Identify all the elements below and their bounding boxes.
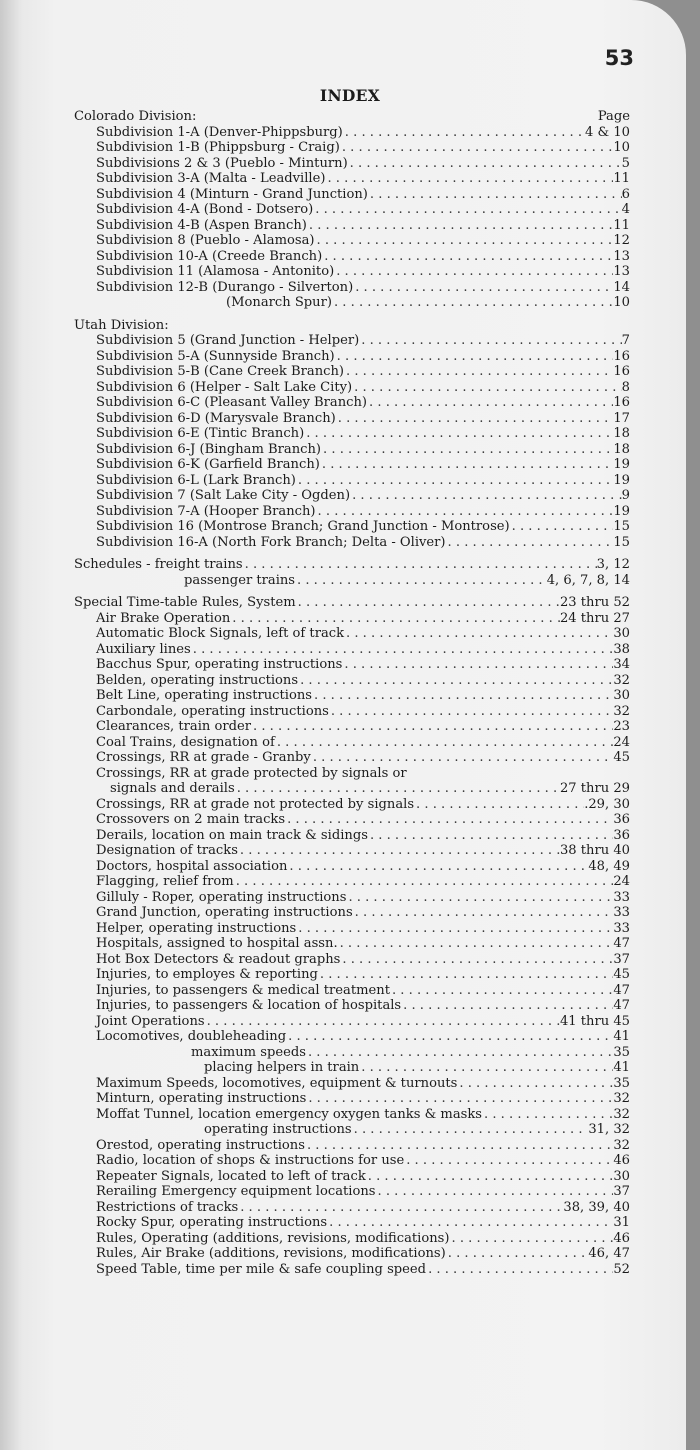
entry-text: Subdivision 6-D (Marysvale Branch)	[96, 410, 336, 426]
index-entry	[74, 673, 630, 689]
entry-page: 45	[613, 750, 630, 765]
dot-leader	[346, 890, 613, 906]
entry-text: Subdivision 6-K (Garfield Branch)	[96, 457, 320, 472]
entry-text: Subdivision 6-E (Tintic Branch)	[96, 426, 305, 441]
entry-text: Rerailing Emergency equipment locations	[96, 1184, 376, 1199]
entry-page: 41	[613, 1060, 630, 1075]
entry-text: Special Time-table Rules, System	[74, 595, 296, 610]
entry-text: Air Brake Operation	[96, 610, 231, 626]
dot-leader	[343, 125, 585, 141]
dot-leader	[313, 202, 621, 218]
index-entry	[74, 998, 630, 1014]
entry-text: Injuries, to passengers & medical treatment	[96, 982, 390, 998]
entry-page: 3, 12	[596, 557, 630, 572]
index-title: INDEX	[319, 86, 381, 105]
entry-page: 38 thru 40	[559, 843, 630, 858]
entry-text: Repeater Signals, located to left of track	[96, 1168, 366, 1184]
dot-leader	[243, 557, 597, 573]
index-entry	[74, 611, 630, 627]
dot-leader	[322, 249, 613, 265]
dot-leader	[390, 983, 613, 999]
entry-text: Subdivision 4-A (Bond - Dotsero)	[96, 202, 314, 217]
entry-page: 46, 47	[588, 1246, 630, 1261]
entry-text: Crossings, RR at grade protected by signals or	[96, 765, 407, 781]
entry-page: 13	[613, 248, 630, 264]
index-entry	[74, 295, 630, 311]
entry-page: 18	[613, 426, 630, 441]
index-entry	[74, 1060, 630, 1076]
dot-leader	[368, 187, 622, 203]
index-entry	[74, 921, 630, 937]
entry-page: 31	[613, 1215, 630, 1230]
entry-text: Rocky Spur, operating instructions	[96, 1215, 328, 1230]
index-entry	[74, 457, 630, 473]
dot-leader	[359, 1060, 613, 1076]
dot-leader	[344, 364, 613, 380]
dot-leader	[366, 1169, 614, 1185]
dot-leader	[446, 535, 614, 551]
entry-page: 23 thru 52	[559, 595, 630, 610]
dot-leader	[307, 218, 613, 234]
entry-page: 10	[613, 140, 630, 155]
entry-page: 24	[613, 734, 630, 750]
dot-leader	[287, 859, 588, 875]
index-entry	[74, 967, 630, 983]
dot-leader	[306, 1091, 613, 1107]
index-entry	[74, 1231, 630, 1247]
entry-page: 7	[621, 333, 630, 348]
entry-text: Subdivision 5 (Grand Junction - Helper)	[96, 333, 360, 348]
entry-text: Subdivision 7 (Salt Lake City - Ogden)	[96, 488, 351, 503]
index-entry	[74, 140, 630, 156]
dot-leader	[359, 333, 621, 349]
index-entry	[74, 573, 630, 589]
entry-page: 30	[613, 688, 630, 703]
dot-leader	[306, 1045, 613, 1061]
dot-leader	[238, 843, 560, 859]
entry-text: Subdivision 5-A (Sunnyside Branch)	[96, 348, 335, 364]
index-section-utah	[74, 318, 630, 551]
dot-leader	[368, 828, 613, 844]
entry-page: 47	[613, 998, 630, 1013]
entry-page: 17	[613, 410, 630, 426]
entry-page: 30	[613, 1168, 630, 1184]
dot-leader	[450, 1231, 614, 1247]
index-entry	[74, 280, 630, 296]
entry-page: .29, 30	[584, 796, 630, 812]
entry-text: Subdivision 4 (Minturn - Grand Junction)	[96, 186, 368, 202]
index-entry	[74, 905, 630, 921]
dot-leader	[340, 140, 613, 156]
index-entry	[74, 519, 630, 535]
dot-leader	[191, 642, 614, 658]
dot-leader	[367, 395, 613, 411]
index-entry	[74, 688, 630, 704]
entry-text: Orestod, operating instructions	[96, 1137, 305, 1153]
index-entry	[74, 1262, 630, 1278]
index-entry	[74, 750, 630, 766]
entry-text: Subdivision 7-A (Hooper Branch)	[96, 503, 316, 519]
entry-text: Maximum Speeds, locomotives, equipment & turnouts	[96, 1075, 458, 1091]
dot-leader	[336, 411, 614, 427]
entry-text: Minturn, operating instructions	[96, 1091, 307, 1106]
entry-text: Injuries, to passengers & location of hospitals	[96, 998, 402, 1013]
dot-leader	[305, 1138, 613, 1154]
entry-page: 27 thru 29	[559, 781, 630, 796]
entry-page: 32	[613, 672, 630, 688]
entry-page: 15	[613, 534, 630, 550]
index-entry	[74, 125, 630, 141]
entry-page: 13	[613, 264, 630, 279]
entry-text: Rules, Operating (additions, revisions, modifications)	[96, 1230, 450, 1246]
entry-page: 11	[613, 217, 630, 233]
entry-text: Crossings, RR at grade not protected by signals	[96, 796, 415, 812]
entry-text: Subdivision 1-A (Denver-Phippsburg)	[96, 124, 343, 140]
entry-page: 37	[613, 1184, 630, 1199]
entry-page: 5	[621, 155, 630, 171]
dot-leader	[298, 673, 613, 689]
dot-leader	[286, 1029, 613, 1045]
dot-leader	[321, 442, 613, 458]
entry-text: Hot Box Detectors & readout graphs	[96, 951, 341, 967]
index-entry	[74, 843, 630, 859]
entry-text: Subdivision 8 (Pueblo - Alamosa)	[96, 233, 315, 248]
entry-text: Subdivision 11 (Alamosa - Antonito)	[96, 264, 335, 279]
index-entry	[74, 1184, 630, 1200]
index-entry	[74, 642, 630, 658]
dot-leader	[285, 812, 613, 828]
entry-page: 47	[613, 982, 630, 998]
section-heading-row	[74, 109, 630, 125]
entry-text: passenger trains	[184, 572, 296, 588]
entry-text: Subdivision 3-A (Malta - Leadville)	[96, 171, 326, 186]
index-section-special-rules	[74, 595, 630, 1277]
entry-text: operating instructions	[204, 1122, 352, 1137]
index-entry	[74, 983, 630, 999]
index-entry	[74, 187, 630, 203]
dot-leader	[353, 905, 614, 921]
index-entry	[74, 704, 630, 720]
entry-text: Belt Line, operating instructions	[96, 688, 312, 703]
dot-leader	[482, 1107, 613, 1123]
entry-text: Hospitals, assigned to hospital assn.	[96, 936, 338, 951]
dot-leader	[446, 1246, 589, 1262]
index-entry	[74, 766, 630, 782]
entry-text: Subdivision 1-B (Phippsburg - Craig)	[96, 140, 340, 155]
entry-page: 38, 39, 40	[563, 1199, 630, 1215]
index-entry	[74, 411, 630, 427]
index-entry	[74, 1138, 630, 1154]
entry-page: 23	[613, 719, 630, 734]
dot-leader	[352, 1122, 589, 1138]
dot-leader	[510, 519, 614, 535]
index-entry	[74, 874, 630, 890]
dot-leader	[304, 426, 613, 442]
index-entry	[74, 156, 630, 172]
dot-leader	[376, 1184, 614, 1200]
entry-page: 35	[613, 1075, 630, 1091]
entry-page: 41 thru 45	[559, 1013, 630, 1029]
index-entry	[74, 426, 630, 442]
entry-page: 14	[613, 279, 630, 295]
entry-text: Speed Table, time per mile & safe coupling speed	[96, 1261, 427, 1277]
entry-page: 32	[613, 1106, 630, 1122]
index-entry	[74, 1122, 630, 1138]
dot-leader	[251, 719, 613, 735]
index-entry	[74, 557, 630, 573]
entry-page: 30	[613, 626, 630, 641]
entry-text: Subdivision 6-J (Bingham Branch)	[96, 441, 322, 457]
entry-text: Designation of tracks	[96, 843, 238, 858]
entry-text: Subdivision 6 (Helper - Salt Lake City)	[96, 379, 353, 395]
index-entry	[74, 595, 630, 611]
dot-leader	[325, 171, 613, 187]
entry-text: Auxiliary lines	[96, 641, 191, 657]
entry-text: Rules, Air Brake (additions, revisions, modifications)	[96, 1246, 446, 1261]
dot-leader	[296, 921, 613, 937]
dot-leader	[344, 626, 613, 642]
entry-page: 15	[613, 519, 630, 534]
entry-page: 16	[613, 364, 630, 379]
entry-page: 16	[613, 395, 630, 410]
dot-leader	[401, 998, 613, 1014]
index-entry	[74, 1076, 630, 1092]
index-entry	[74, 890, 630, 906]
entry-text: Crossovers on 2 main tracks	[96, 812, 286, 827]
index-entry	[74, 171, 630, 187]
index-entry	[74, 333, 630, 349]
index-entry	[74, 735, 630, 751]
entry-page: 9	[621, 488, 630, 503]
index-entry	[74, 859, 630, 875]
entry-page: 19	[613, 503, 630, 519]
entry-text: placing helpers in train	[204, 1060, 360, 1075]
entry-page: 47	[613, 936, 630, 951]
dot-leader	[235, 781, 560, 797]
entry-page: 34	[613, 657, 630, 672]
dot-leader	[311, 750, 614, 766]
entry-page: 38	[613, 641, 630, 657]
index-entry	[74, 1246, 630, 1262]
entry-page: 33	[613, 889, 630, 905]
dot-leader	[348, 156, 622, 172]
entry-text: Locomotives, doubleheading	[96, 1029, 287, 1044]
entry-page: 12	[613, 233, 630, 248]
entry-page: 46	[613, 1230, 630, 1246]
dot-leader	[296, 473, 613, 489]
dot-leader	[353, 280, 613, 296]
entry-page: 32	[613, 1137, 630, 1153]
index-entry	[74, 473, 630, 489]
index-entry	[74, 264, 630, 280]
dot-leader	[338, 936, 614, 952]
index-entry	[74, 719, 630, 735]
index-entry	[74, 1029, 630, 1045]
entry-text: Subdivision 12-B (Durango - Silverton)	[96, 279, 354, 295]
dot-leader	[230, 611, 560, 627]
entry-text: Helper, operating instructions	[96, 920, 297, 936]
entry-page: 8	[621, 379, 630, 395]
entry-page: 33	[613, 905, 630, 920]
index-entry	[74, 936, 630, 952]
dot-leader	[350, 488, 622, 504]
index-content	[74, 109, 630, 1277]
dot-leader	[312, 688, 613, 704]
entry-page: 6	[621, 186, 630, 202]
entry-text: Grand Junction, operating instructions	[96, 905, 353, 920]
dot-leader	[316, 504, 614, 520]
index-entry	[74, 657, 630, 673]
entry-text: Carbondale, operating instructions	[96, 703, 329, 719]
entry-page: 45	[613, 967, 630, 982]
index-entry	[74, 1215, 630, 1231]
index-entry	[74, 1045, 630, 1061]
entry-text: Subdivision 5-B (Cane Creek Branch)	[96, 364, 345, 379]
entry-text: Gilluly - Roper, operating instructions	[96, 889, 347, 905]
dot-leader	[334, 264, 613, 280]
dot-leader	[340, 952, 613, 968]
index-entry	[74, 349, 630, 365]
page-column-label: Page	[597, 109, 630, 124]
index-entry	[74, 1107, 630, 1123]
section-heading: Colorado Division:	[74, 109, 197, 124]
dot-leader	[320, 457, 613, 473]
dot-leader	[329, 704, 613, 720]
index-entry	[74, 781, 630, 797]
entry-page: 36	[613, 812, 630, 827]
entry-page: 24	[613, 874, 630, 889]
index-entry	[74, 535, 630, 551]
index-entry	[74, 828, 630, 844]
dot-leader	[414, 797, 584, 813]
entry-text: Subdivision 16-A (North Fork Branch; Delta - Oliver)	[96, 534, 446, 550]
index-entry	[74, 626, 630, 642]
entry-page: 52	[613, 1261, 630, 1277]
dot-leader	[352, 380, 622, 396]
index-entry	[74, 1200, 630, 1216]
entry-page: 18	[613, 441, 630, 457]
dot-leader	[342, 657, 613, 673]
entry-text: Belden, operating instructions	[96, 672, 299, 688]
entry-page: 4	[621, 202, 630, 217]
entry-text: Subdivisions 2 & 3 (Pueblo - Minturn)	[96, 155, 348, 171]
entry-text: (Monarch Spur)	[226, 295, 332, 310]
entry-page: 32	[613, 1091, 630, 1106]
index-entry	[74, 1169, 630, 1185]
index-entry	[74, 233, 630, 249]
dot-leader	[238, 1200, 563, 1216]
entry-page: 36	[613, 827, 630, 843]
entry-page: 4 & 10	[585, 124, 630, 140]
entry-text: Schedules - freight trains	[74, 557, 243, 572]
dot-leader	[234, 874, 614, 890]
dot-leader	[295, 573, 547, 589]
entry-text: Radio, location of shops & instructions for use	[96, 1153, 405, 1168]
entry-text: Flagging, relief from	[96, 874, 234, 889]
entry-page: 31, 32	[588, 1122, 630, 1137]
dot-leader	[296, 595, 560, 611]
entry-text: Subdivision 6-L (Lark Branch)	[96, 472, 296, 488]
dot-leader	[315, 233, 614, 249]
entry-text: maximum speeds	[191, 1044, 306, 1060]
dot-leader	[404, 1153, 613, 1169]
entry-page: 37	[613, 951, 630, 967]
index-entry	[74, 812, 630, 828]
entry-text: Subdivision 4-B (Aspen Branch)	[96, 217, 307, 233]
entry-page: 41	[613, 1029, 630, 1044]
index-entry	[74, 442, 630, 458]
entry-page: 24 thru 27	[559, 610, 630, 626]
section-heading: Utah Division:	[74, 317, 169, 333]
entry-page: 19	[613, 472, 630, 488]
entry-text: Injuries, to employes & reporting	[96, 967, 318, 982]
entry-page: 10	[613, 295, 630, 310]
entry-text: Coal Trains, designation of	[96, 734, 275, 750]
dot-leader	[426, 1262, 613, 1278]
entry-page: 19	[613, 457, 630, 472]
dot-leader	[457, 1076, 613, 1092]
entry-text: Joint Operations	[96, 1013, 205, 1029]
entry-text: Automatic Block Signals, left of track	[96, 626, 345, 641]
dot-leader	[327, 1215, 613, 1231]
index-entry	[74, 395, 630, 411]
entry-text: Subdivision 6-C (Pleasant Valley Branch)	[96, 395, 368, 410]
index-entry	[74, 249, 630, 265]
index-entry	[74, 380, 630, 396]
dot-leader	[332, 295, 613, 311]
index-entry	[74, 952, 630, 968]
index-section-colorado	[74, 109, 630, 311]
index-entry	[74, 1091, 630, 1107]
entry-page: 16	[613, 348, 630, 364]
entry-text: Clearances, train order	[96, 719, 252, 734]
entry-page: 35	[613, 1044, 630, 1060]
dot-leader	[318, 967, 613, 983]
index-entry	[74, 1014, 630, 1030]
entry-page: 46	[613, 1153, 630, 1168]
entry-text: Derails, location on main track & sidings	[96, 827, 368, 843]
entry-text: Subdivision 16 (Montrose Branch; Grand Junction - Montrose)	[96, 519, 510, 534]
index-entry	[74, 1153, 630, 1169]
index-entry	[74, 202, 630, 218]
entry-text: signals and derails	[110, 781, 235, 796]
entry-page: 32	[613, 703, 630, 719]
entry-text: Crossings, RR at grade - Granby	[96, 750, 311, 765]
dot-leader	[275, 735, 613, 751]
entry-text: Moffat Tunnel, location emergency oxygen tanks & masks	[96, 1106, 483, 1122]
index-section-schedules	[74, 557, 630, 588]
entry-text: Bacchus Spur, operating instructions	[96, 657, 343, 672]
dot-leader	[335, 349, 614, 365]
index-entry	[74, 488, 630, 504]
entry-page: 33	[613, 920, 630, 936]
index-entry	[74, 218, 630, 234]
entry-text: Subdivision 10-A (Creede Branch)	[96, 248, 323, 264]
entry-page: 48, 49	[588, 858, 630, 874]
entry-page: 11	[613, 171, 630, 186]
entry-text: Restrictions of tracks	[96, 1199, 239, 1215]
entry-page: 4, 6, 7, 8, 14	[546, 572, 630, 588]
index-entry	[74, 364, 630, 380]
index-entry	[74, 504, 630, 520]
dot-leader	[205, 1014, 560, 1030]
index-entry	[74, 797, 630, 813]
section-heading-row	[74, 318, 630, 334]
entry-text: Doctors, hospital association	[96, 858, 288, 874]
page-number: 53	[604, 46, 634, 70]
